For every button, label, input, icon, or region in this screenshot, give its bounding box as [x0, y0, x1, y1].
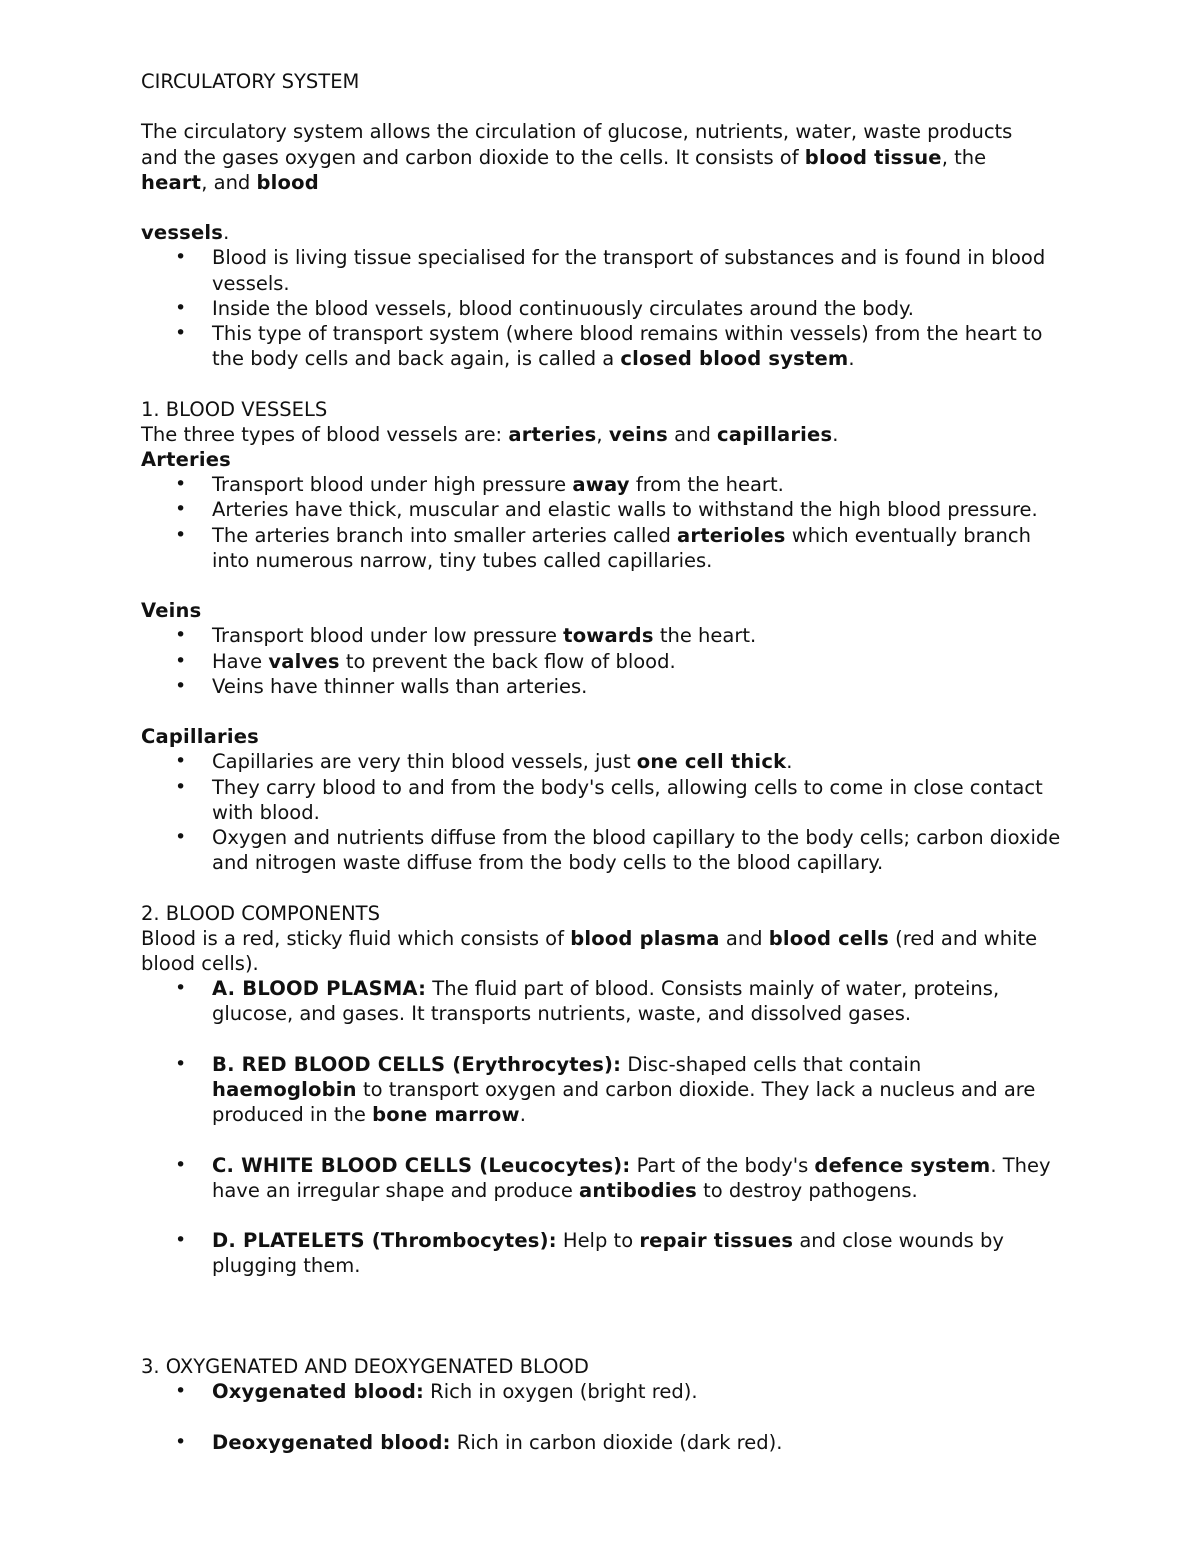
document-body [141, 69, 1061, 1455]
list-item: • Arteries have thick, muscular and elastic walls to withstand the high blood pressure. [141, 497, 1061, 522]
blood-vessels-lead: The three types of blood vessels are: arteries, veins and capillaries. [141, 422, 839, 446]
intro-bullet-list [141, 245, 1061, 371]
section-heading-blood-components: 2. BLOOD COMPONENTS [141, 901, 380, 925]
section-heading-oxygenated-blood: 3. OXYGENATED AND DEOXYGENATED BLOOD [141, 1355, 589, 1379]
subheading-capillaries: Capillaries [141, 725, 259, 749]
intro-continuation: vessels. [141, 221, 230, 245]
arteries-list [141, 472, 1061, 573]
list-item: • Transport blood under low pressure towards the heart. [141, 623, 1061, 648]
subheading-veins: Veins [141, 599, 202, 623]
list-item: • Blood is living tissue specialised for the transport of substances and is found in blood vessels. [141, 245, 1061, 295]
blood-components-lead: Blood is a red, sticky fluid which consists of blood plasma and blood cells (red and white blood cells). [141, 926, 1038, 976]
intro-paragraph: The circulatory system allows the circulation of glucose, nutrients, water, waste products and the gases oxygen and carbon dioxide to the cells. It consists of blood tissue, the heart, and blood [141, 120, 1013, 194]
blood-components-list [141, 976, 1061, 1278]
list-item: • C. WHITE BLOOD CELLS (Leucocytes): Part of the body's defence system. They have an irregular shape and produce antibodies to destroy pathogens. [141, 1153, 1061, 1203]
page-title: CIRCULATORY SYSTEM [141, 70, 360, 93]
list-item: • Have valves to prevent the back flow of blood. [141, 649, 1061, 674]
list-item: • Oxygenated blood: Rich in oxygen (bright red). [141, 1379, 1061, 1404]
list-item: • A. BLOOD PLASMA: The fluid part of blood. Consists mainly of water, proteins, glucose, and gases. It transports nutrients, waste, and dissolved gases. [141, 976, 1061, 1026]
oxygenated-blood-list [141, 1379, 1061, 1455]
capillaries-list [141, 749, 1061, 875]
section-heading-blood-vessels: 1. BLOOD VESSELS [141, 397, 328, 421]
subheading-arteries: Arteries [141, 448, 231, 471]
list-item: • Capillaries are very thin blood vessels, just one cell thick. [141, 749, 1061, 774]
list-item: • B. RED BLOOD CELLS (Erythrocytes): Disc-shaped cells that contain haemoglobin to transport oxygen and carbon dioxide. They lack a nucleus and are produced in the bone marrow. [141, 1052, 1061, 1128]
list-item: • They carry blood to and from the body's cells, allowing cells to come in close contact with blood. [141, 775, 1061, 825]
list-item: • Veins have thinner walls than arteries. [141, 674, 1061, 699]
list-item: • This type of transport system (where blood remains within vessels) from the heart to the body cells and back again, is called a closed blood system. [141, 321, 1061, 371]
list-item: • Inside the blood vessels, blood continuously circulates around the body. [141, 296, 1061, 321]
list-item: • D. PLATELETS (Thrombocytes): Help to repair tissues and close wounds by plugging them. [141, 1228, 1061, 1278]
list-item: • The arteries branch into smaller arteries called arterioles which eventually branch into numerous narrow, tiny tubes called capillaries. [141, 523, 1061, 573]
list-item: • Oxygen and nutrients diffuse from the blood capillary to the body cells; carbon dioxide and nitrogen waste diffuse from the body cells to the blood capillary. [141, 825, 1061, 875]
veins-list [141, 623, 1061, 699]
list-item: • Deoxygenated blood: Rich in carbon dioxide (dark red). [141, 1430, 1061, 1455]
list-item: • Transport blood under high pressure away from the heart. [141, 472, 1061, 497]
